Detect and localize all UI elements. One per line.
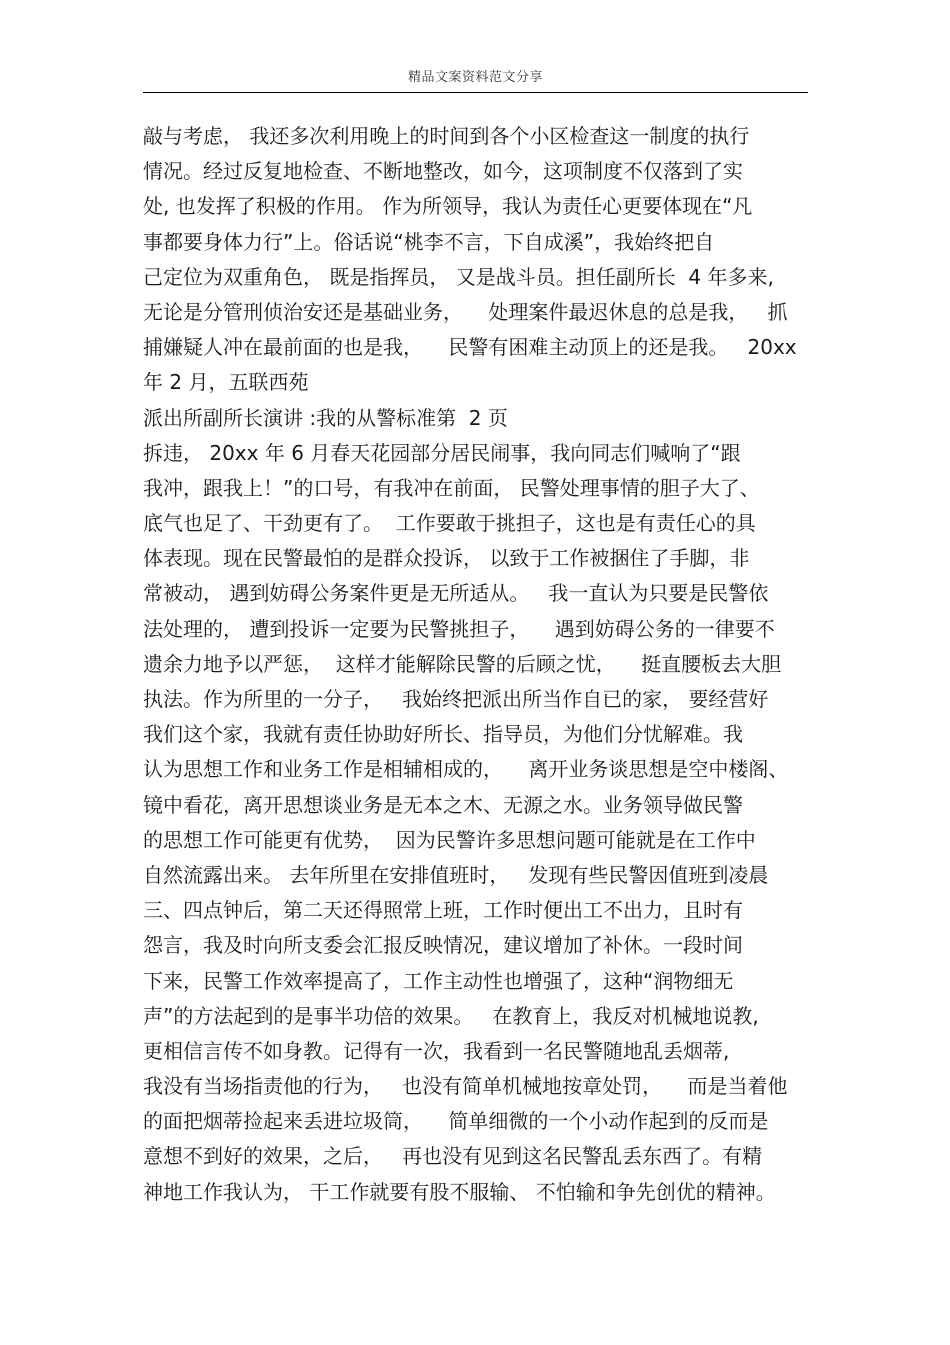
text-line: 意想不到好的效果，之后， 再也没有见到这名民警乱丢东西了。有精 [143, 1144, 763, 1169]
text-line: 事都要身体力行”上。俗话说“桃李不言，下自成溪”，我始终把自 [143, 229, 715, 254]
document-body [143, 119, 823, 1210]
text-line: 我冲，跟我上！”的口号，有我冲在前面， 民警处理事情的胆子大了、 [143, 475, 760, 500]
text-line: 认为思想工作和业务工作是相辅相成的， 离开业务谈思想是空中楼阁、 [143, 757, 789, 782]
text-line: 遗余力地予以严惩， 这样才能解除民警的后顾之忧， 挺直腰板去大胆 [143, 651, 782, 676]
text-line: 的思想工作可能更有优势， 因为民警许多思想问题可能就是在工作中 [143, 827, 756, 852]
section-title: 派出所副所长演讲 :我的从警标准第 2 页 [143, 405, 508, 430]
text-line: 敲与考虑， 我还多次利用晚上的时间到各个小区检查这一制度的执行 [143, 124, 750, 148]
text-line: 底气也足了、干劲更有了。 工作要敢于挑担子，这也是有责任心的具 [143, 511, 756, 536]
text-line: 法处理的， 遭到投诉一定要为民警挑担子， 遇到妨碍公务的一律要不 [143, 616, 775, 641]
text-line: 情况。经过反复地检查、不断地整改，如今，这项制度不仅落到了实 [143, 159, 743, 184]
text-line: 处, 也发挥了积极的作用。 作为所领导，我认为责任心更要体现在“凡 [143, 194, 753, 219]
text-line: 年 2 月，五联西苑 [143, 370, 309, 395]
text-line: 体表现。现在民警最怕的是群众投诉， 以致于工作被捆住了手脚，非 [143, 546, 750, 571]
text-line: 己定位为双重角色， 既是指挥员， 又是战斗员。担任副所长 4 年多来, [143, 264, 774, 289]
text-line: 我们这个家，我就有责任协助好所长、指导员，为他们分忧解难。我 [143, 722, 743, 747]
text-line: 拆违， 20xx 年 6 月春天花园部分居民闹事，我向同志们喊响了“跟 [143, 440, 741, 465]
text-line: 执法。作为所里的一分子， 我始终把派出所当作自已的家， 要经营好 [143, 687, 769, 711]
text-line: 镜中看花，离开思想谈业务是无本之木、无源之水。业务领导做民警 [143, 792, 743, 817]
text-line: 常被动， 遇到妨碍公务案件更是无所适从。 我一直认为只要是民警依 [143, 581, 769, 606]
text-line: 我没有当场指责他的行为， 也没有简单机械地按章处罚， 而是当着他 [143, 1074, 788, 1099]
text-line: 下来，民警工作效率提高了，工作主动性也增强了，这种“润物细无 [143, 968, 734, 993]
text-line: 三、四点钟后，第二天还得照常上班，工作时便出工不出力，且时有 [143, 898, 743, 923]
header-title: 精品文案资料范文分享 [407, 70, 543, 85]
page-header [143, 62, 808, 93]
text-line: 自然流露出来。 去年所里在安排值班时， 发现有些民警因值班到凌晨 [143, 862, 769, 887]
text-line: 更相信言传不如身教。记得有一次，我看到一名民警随地乱丢烟蒂, [143, 1038, 730, 1063]
text-line: 无论是分管刑侦治安还是基础业务， 处理案件最迟休息的总是我， 抓 [143, 299, 788, 324]
text-line: 怨言，我及时向所支委会汇报反映情况，建议增加了补休。一段时间 [143, 933, 743, 958]
text-line: 的面把烟蒂捡起来丢进垃圾筒， 简单细微的一个小动作起到的反而是 [143, 1109, 769, 1134]
text-line: 声”的方法起到的是事半功倍的效果。 在教育上，我反对机械地说教, [143, 1003, 759, 1028]
text-line: 捕嫌疑人冲在最前面的也是我， 民警有困难主动顶上的还是我。 20xx [143, 335, 797, 360]
text-line: 神地工作我认为， 干工作就要有股不服输、 不怕输和争先创优的精神。 [143, 1179, 776, 1204]
